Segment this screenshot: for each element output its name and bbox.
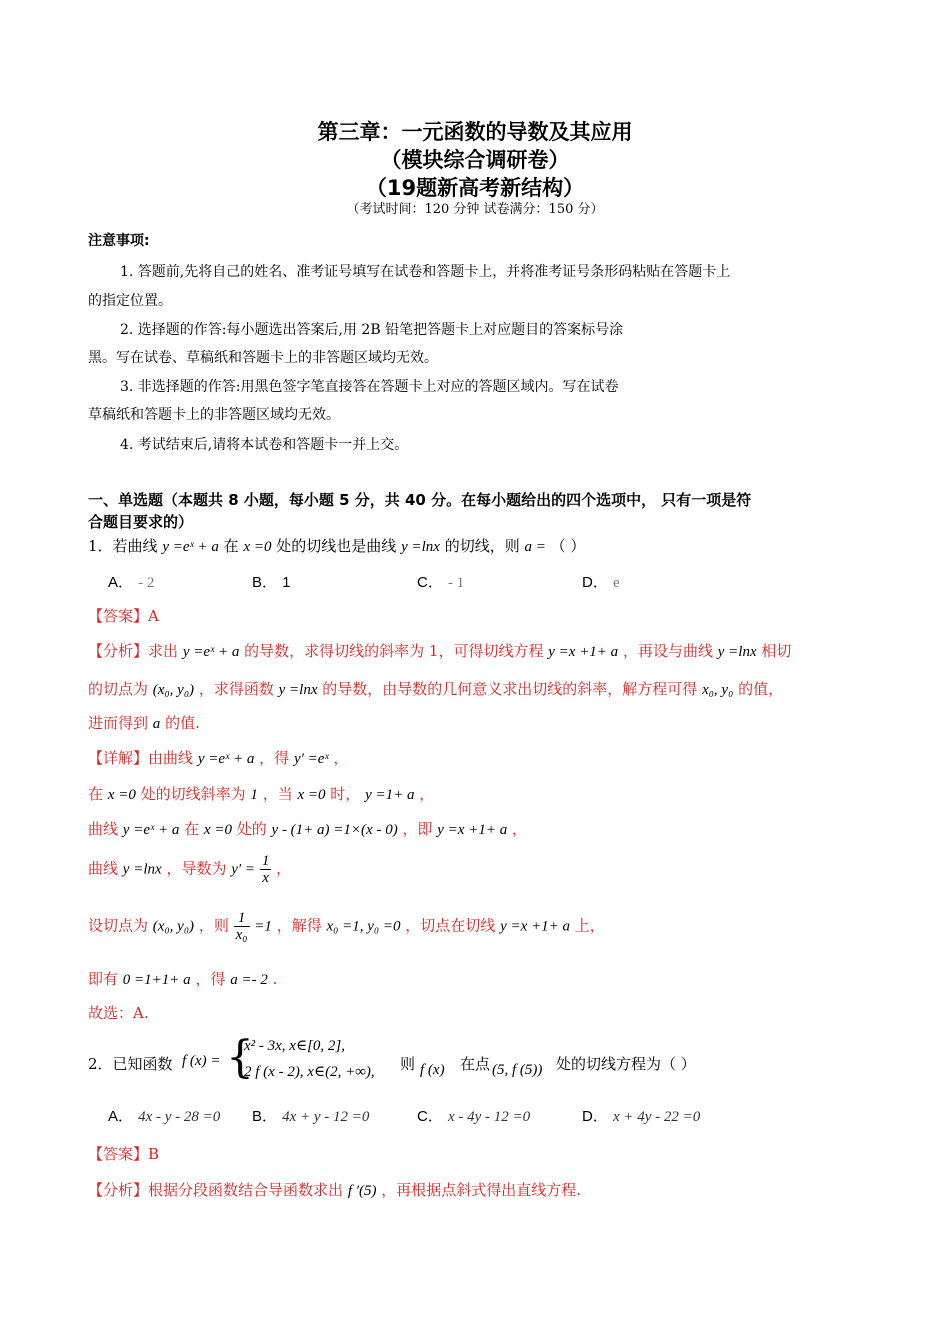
- q1-formula-1: y =eˣ + a: [162, 539, 219, 555]
- q1-prefix: 1．若曲线: [88, 537, 158, 555]
- q1-blank: （ ）: [550, 537, 586, 555]
- q1-text: 在: [223, 537, 239, 555]
- q2-brace: {: [226, 1032, 254, 1083]
- section-heading-cont: 合题目要求的）: [88, 513, 194, 531]
- exam-info: （考试时间：120 分钟 试卷满分：150 分）: [346, 202, 604, 217]
- q1-detail-line-3: 曲线 y =eˣ + a 在 x =0 处的 y - (1+ a) =1×(x - 0) ，即 y =x +1+ a ，: [88, 820, 527, 838]
- note-item-4: 4. 考试结束后,请将本试卷和答题卡一并上交。: [120, 437, 409, 453]
- q1-option-a: A． - 2: [108, 574, 155, 591]
- note-item-3: 3. 非选择题的作答:用黑色签字笔直接答在答题卡上对应的答题区域内。写在试卷: [120, 379, 619, 395]
- q2-stem-mid: 在点: [460, 1055, 491, 1073]
- q2-answer: 【答案】B: [88, 1145, 160, 1163]
- note-item-1-cont: 的指定位置。: [88, 293, 172, 309]
- q2-point: (5, f (5)): [492, 1062, 543, 1078]
- page-title: 第三章：一元函数的导数及其应用: [317, 120, 633, 144]
- q2-stem-end: 处的切线方程为（ ）: [556, 1055, 696, 1073]
- question-1-stem: [88, 535, 585, 556]
- q1-text: 处的切线也是曲线: [276, 537, 397, 555]
- q2-option-a: A． 4x - y - 28 =0: [108, 1108, 221, 1125]
- q2-case-2: 2 f (x - 2), x∈(2, +∞),: [244, 1064, 375, 1080]
- q1-formula-4: a =: [524, 539, 546, 555]
- q1-formula-3: y =lnx: [401, 539, 440, 555]
- q2-option-c: C． x - 4y - 12 =0: [417, 1108, 531, 1125]
- section-heading: 一、单选题（本题共 8 小题，每小题 5 分，共 40 分。在每小题给出的四个选项中， 只有一项是符: [88, 491, 752, 509]
- q2-option-b: B． 4x + y - 12 =0: [252, 1108, 370, 1125]
- page-subtitle-2: （19题新高考新结构）: [365, 176, 585, 200]
- q1-option-b: B． 1: [252, 574, 291, 591]
- q2-fx: f (x): [420, 1062, 445, 1078]
- q2-stem-then: 则: [400, 1055, 416, 1073]
- q2-case-1: x² - 3x, x∈[0, 2],: [244, 1038, 345, 1054]
- q1-detail-line-1: 【详解】由曲线 y =eˣ + a ，得 y′ =eˣ ，: [88, 749, 349, 767]
- q2-stem-prefix: 2．已知函数: [88, 1055, 173, 1073]
- q2-function: f (x) =: [182, 1053, 221, 1069]
- q1-analysis-line-3: 进而得到 a 的值.: [88, 714, 200, 732]
- q1-option-c: C． - 1: [417, 574, 465, 591]
- q1-detail-line-6: 即有 0 =1+1+ a ，得 a =- 2 .: [88, 970, 278, 988]
- fraction-1-over-x: $\frac{1}{x}$: [261, 853, 270, 886]
- q1-answer: 【答案】A: [88, 607, 159, 625]
- note-item-1: 1. 答题前,先将自己的姓名、准考证号填写在试卷和答题卡上，并将准考证号条形码粘贴在答题卡上: [120, 264, 731, 280]
- q1-analysis-line-1: 【分析】求出 y =eˣ + a 的导数，求得切线的斜率为 1，可得切线方程 y =x +1+ a ，再设与曲线 y =lnx 相切: [88, 642, 792, 660]
- q1-text: 的切线，则: [444, 537, 520, 555]
- q1-detail-line-4: 曲线 y =lnx ，导数为 y′ = $\frac{1}{x}$ ，: [88, 853, 292, 886]
- note-item-2-cont: 黑。写在试卷、草稿纸和答题卡上的非答题区域均无效。: [88, 350, 438, 366]
- q1-analysis-line-2: 的切点为 (x₀, y₀) ，求得函数 y =lnx 的导数，由导数的几何意义求出切线的斜率，解方程可得 x₀, y₀ 的值，: [88, 680, 784, 698]
- q1-detail-line-5: 设切点为 (x₀, y₀) ，则 $\frac{1}{\text{x₀}}$ =1 ，解得 x₀ =1, y₀ =0 ，切点在切线 y =x +1+ a 上，: [88, 910, 605, 943]
- q1-option-d: D． e: [582, 574, 620, 591]
- fraction-1-over-x0: $\frac{1}{\text{x₀}}$: [235, 910, 248, 943]
- page-subtitle: （模块综合调研卷）: [380, 148, 570, 172]
- notes-heading: 注意事项:: [88, 233, 150, 249]
- q1-formula-2: x =0: [243, 539, 272, 555]
- note-item-2: 2. 选择题的作答:每小题选出答案后,用 2B 铅笔把答题卡上对应题目的答案标号涂: [120, 322, 624, 338]
- q1-final-choice: 故选：A.: [88, 1004, 149, 1022]
- note-item-3-cont: 草稿纸和答题卡上的非答题区域均无效。: [88, 407, 340, 423]
- q1-detail-line-2: 在 x =0 处的切线斜率为 1 ，当 x =0 时， y =1+ a ，: [88, 785, 435, 803]
- q2-analysis: 【分析】根据分段函数结合导函数求出 f ′(5) ，再根据点斜式得出直线方程.: [88, 1181, 582, 1199]
- q2-option-d: D． x + 4y - 22 =0: [582, 1108, 701, 1125]
